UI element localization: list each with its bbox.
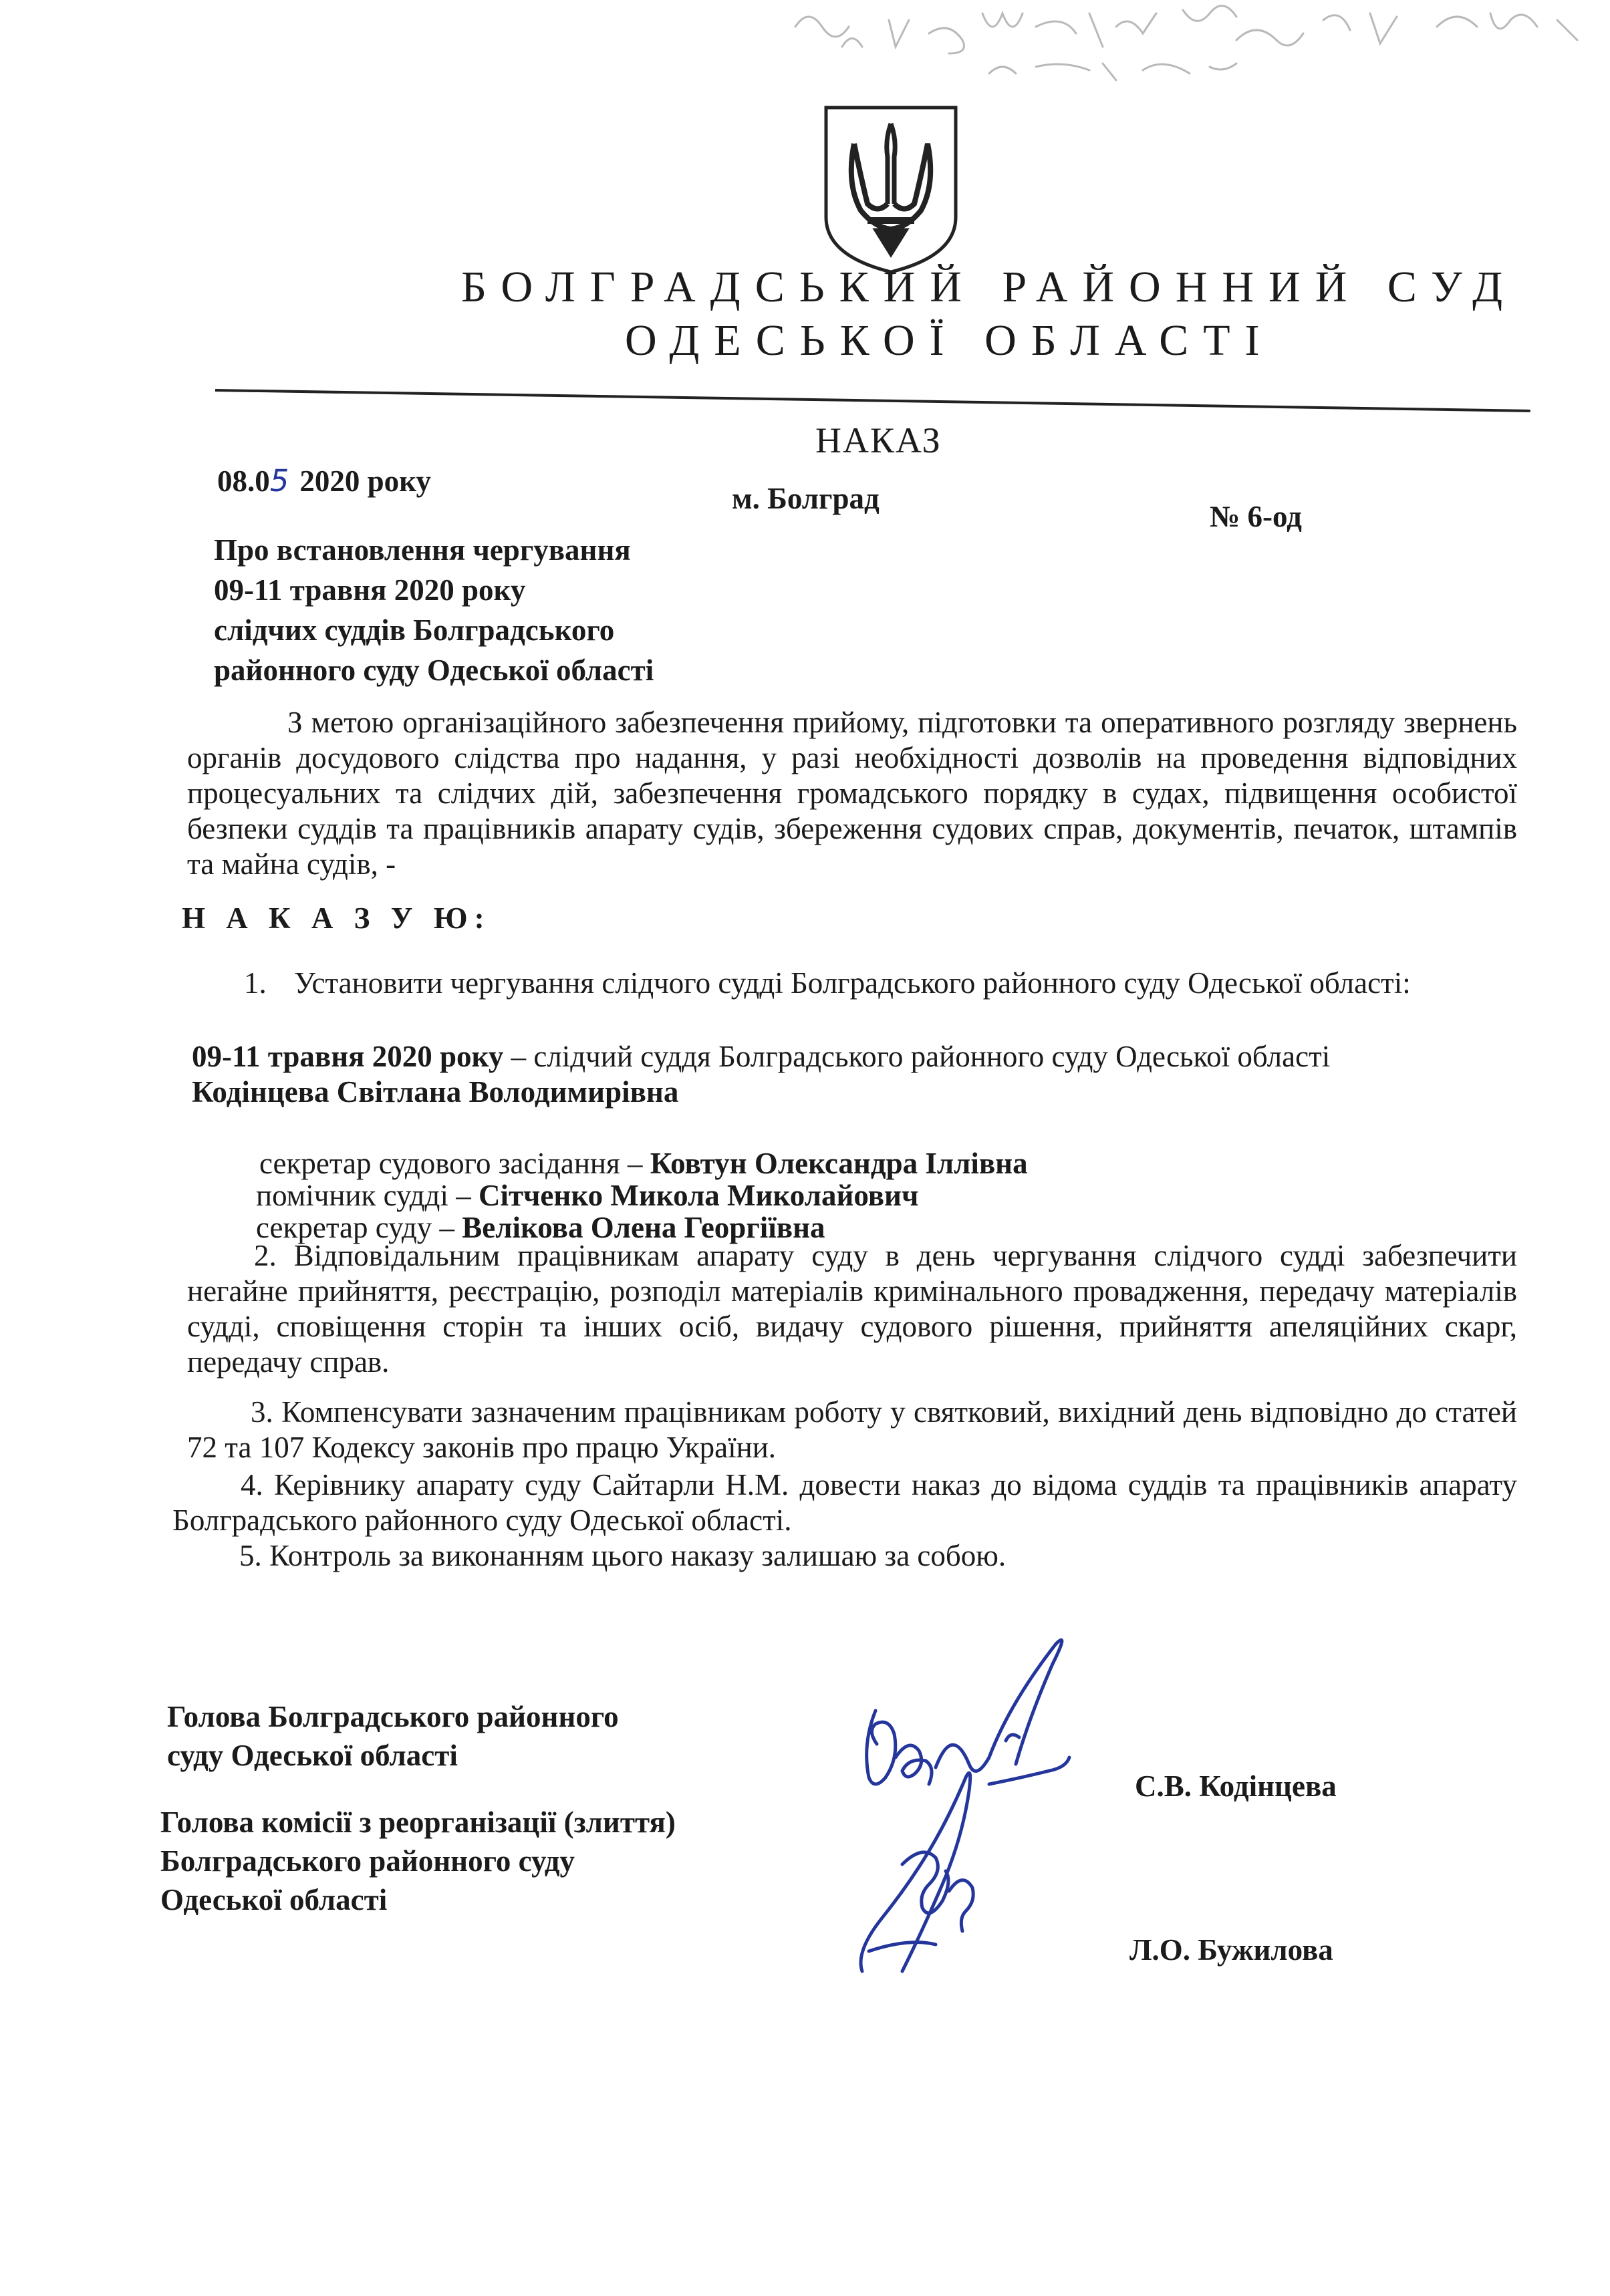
signatory-name: Л.О. Бужилова [1129,1933,1333,1967]
staff-name: Велікова Олена Георгіївна [462,1211,825,1244]
duty-description: – слідчий суддя Болградського районного суду Одеської області [503,1040,1331,1073]
duty-dates: 09-11 травня 2020 року [192,1040,504,1073]
signatory-title-line: суду Одеської області [167,1739,458,1772]
order-date [217,463,431,498]
pencil-notes-scribble [769,0,1610,94]
staff-role: секретар судового засідання – [259,1147,650,1180]
signatory-title-line: Голова Болградського районного [167,1700,619,1733]
nakazuyu-heading: Н А К А З У Ю: [182,901,491,935]
item1-number: 1. [244,966,267,1000]
preamble-paragraph: З метою організаційного забезпечення прийому, підготовки та оперативного розгляду звернень органів досудового слідства про надання, у разі необхідності дозволів на проведення відповідних процесуальних та слідчих дій, забезпечення громадського порядку в судах, підвищення особистої безпеки суддів та працівників апарату судів, збереження судових справ, документів, печаток, штампів та майна судів, - [187,706,1517,881]
subject-line: 09-11 травня 2020 року [214,573,526,607]
order-title: НАКАЗ [815,420,942,460]
item1-text: Установити чергування слідчого судді Болградського районного суду Одеської області: [294,966,1411,1000]
header-divider [215,389,1530,412]
item5-paragraph: 5. Контроль за виконанням цього наказу залишаю за собою. [239,1539,1007,1572]
trident-coat-of-arms-icon [821,104,961,276]
staff-row [256,1178,918,1213]
signatory-title-line: Голова комісії з реорганізації (злиття) [160,1806,676,1839]
court-name-line2: ОДЕСЬКОЇ ОБЛАСТІ [625,316,1274,365]
duty-judge-name: Кодінцева Світлана Володимирівна [192,1075,679,1109]
subject-line: районного суду Одеської області [214,654,654,687]
order-city: м. Болград [732,482,880,515]
signatory-title-line: Одеської області [160,1883,388,1916]
signatory-title-line: Болградського районного суду [160,1844,575,1878]
date-suffix: 2020 року [299,464,431,498]
duty-assignment [192,1039,1330,1110]
signatory-name: С.В. Кодінцева [1135,1769,1337,1803]
date-prefix: 08.0 [217,464,270,498]
item4-paragraph: 4. Керівнику апарату суду Сайтарли Н.М. довести наказ до відома суддів та працівників апарату Болградського районного суду Одеської області. [172,1468,1517,1537]
item2-paragraph: 2. Відповідальним працівникам апарату суду в день чергування слідчого судді забезпечити негайне прийняття, реєстрацію, розподіл матеріалів кримінального провадження, передачу матеріалів судді, сповіщення сторін та інших осіб, видачу судового рішення, прийняття апеляційних скарг, передачу справ. [187,1239,1517,1379]
staff-role: помічник судді – [256,1179,479,1212]
subject-line: Про встановлення чергування [214,533,631,567]
staff-name: Ковтун Олександра Іллівна [650,1147,1028,1180]
staff-role: секретар суду – [256,1211,462,1244]
signatory-title [167,1697,619,1775]
item3-paragraph: 3. Компенсувати зазначеним працівникам роботу у святковий, вихідний день відповідно до статей 72 та 107 Кодексу законів про працю України. [187,1395,1517,1464]
court-name-line1: БОЛГРАДСЬКИЙ РАЙОННИЙ СУД [461,263,1518,311]
handwritten-signature-buzhylova [829,1751,1043,1991]
staff-row [259,1146,1028,1181]
subject-line: слідчих суддів Болградського [214,613,615,647]
staff-name: Сітченко Микола Миколайович [478,1179,919,1212]
date-handwritten-digit: 5 [269,463,289,498]
signatory-title [160,1803,676,1919]
order-number: № 6-од [1210,500,1302,533]
order-subject [214,530,654,690]
